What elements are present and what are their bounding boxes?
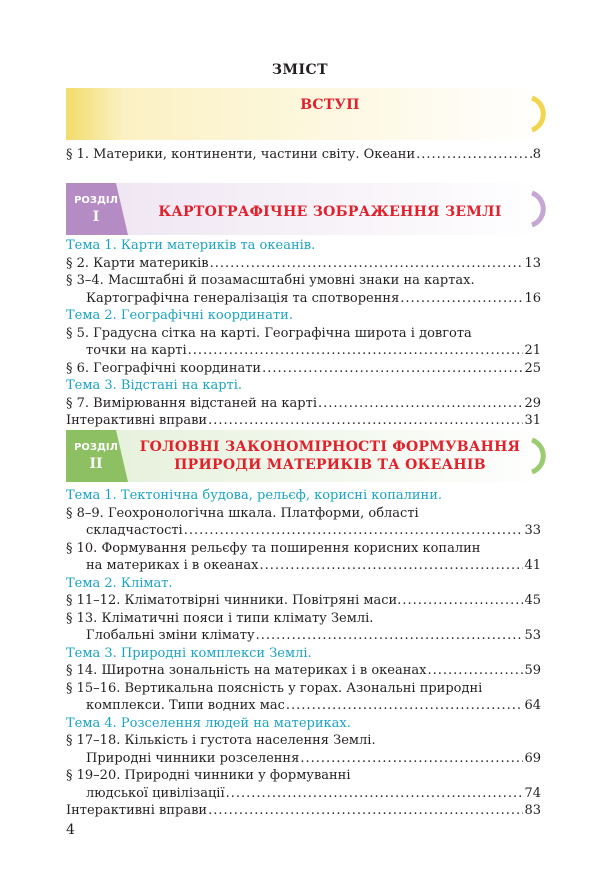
- toc-entry-5-line1[interactable]: § 5. Градусна сітка на карті. Географічна широта і довгота: [66, 325, 472, 341]
- toc-entry-11[interactable]: § 11–12. Кліматотвірні чинники. Повітряні маси. ..... 45: [66, 592, 541, 610]
- toc-entry-7[interactable]: § 7. Вимірювання відстаней на карті ..... 29: [66, 395, 541, 413]
- toc-entry-15[interactable]: комплекси. Типи водних мас ..... 64: [66, 697, 541, 715]
- toc-entry-3[interactable]: Картографічна генералізація та спотворення ..... 16: [66, 290, 541, 308]
- toc-entry-19[interactable]: людської цивілізації ..... 74: [66, 785, 541, 803]
- toc-entry-14[interactable]: § 14. Широтна зональність на материках і в океанах ..... 59: [66, 662, 541, 680]
- toc-entry-10-line1[interactable]: § 10. Формування рельєфу та поширення корисних копалин: [66, 540, 481, 556]
- intro-toc: [66, 146, 541, 164]
- section2-heading-line1: ГОЛОВНІ ЗАКОНОМІРНОСТІ ФОРМУВАННЯ: [139, 439, 521, 455]
- toc-entry-3-line1[interactable]: § 3–4. Масштабні й позамасштабні умовні знаки на картах.: [66, 273, 475, 288]
- topic-heading: Тема 2. Географічні координати.: [66, 308, 293, 323]
- toc-entry-13[interactable]: Глобальні зміни клімату ..... 53: [66, 627, 541, 645]
- section2-banner: [66, 430, 552, 482]
- toc-entry-13-line1[interactable]: § 13. Кліматичні пояси і типи клімату Землі.: [66, 610, 374, 626]
- section2-toc: [66, 487, 541, 820]
- toc-entry-17-line1[interactable]: § 17–18. Кількість і густота населення Землі.: [66, 733, 376, 748]
- section1-toc: [66, 237, 541, 430]
- toc-entry-6[interactable]: § 6. Географічні координати ..... 25: [66, 360, 541, 378]
- toc-entry-2[interactable]: § 2. Карти материків ..... 13: [66, 255, 541, 273]
- page-number: 4: [66, 822, 75, 838]
- topic-heading: Тема 3. Природні комплекси Землі.: [66, 645, 312, 661]
- page-title: ЗМІСТ: [271, 62, 329, 78]
- intro-banner: [66, 88, 552, 140]
- section1-banner: [66, 183, 552, 235]
- toc-entry-17[interactable]: Природні чинники розселення ..... 69: [66, 750, 541, 768]
- section1-tab: РОЗДІЛ I: [74, 195, 118, 225]
- section1-heading: КАРТОГРАФІЧНЕ ЗОБРАЖЕННЯ ЗЕМЛІ: [158, 204, 502, 220]
- topic-heading: Тема 3. Відстані на карті.: [66, 378, 243, 393]
- section2-heading: [126, 438, 534, 474]
- section2-heading-line2: ПРИРОДИ МАТЕРИКІВ ТА ОКЕАНІВ: [174, 457, 486, 473]
- toc-entry-8-line1[interactable]: § 8–9. Геохронологічна шкала. Платформи, області: [66, 505, 419, 521]
- topic-heading: Тема 1. Карти материків та океанів.: [66, 238, 316, 253]
- toc-entry-19-line1[interactable]: § 19–20. Природні чинники у формуванні: [66, 768, 351, 783]
- topic-heading: Тема 1. Тектонічна будова, рельєф, корисні копалини.: [66, 488, 443, 503]
- toc-entry-15-line1[interactable]: § 15–16. Вертикальна поясність у горах. Азональні природні: [66, 680, 483, 696]
- toc-entry-5[interactable]: точки на карті ..... 21: [66, 342, 541, 360]
- topic-heading: Тема 2. Клімат.: [66, 575, 173, 591]
- toc-entry-8[interactable]: складчастості ..... 33: [66, 522, 541, 540]
- toc-interactive-2[interactable]: Інтерактивні вправи ..... 83: [66, 802, 541, 820]
- intro-heading: ВСТУП: [300, 97, 360, 113]
- toc-entry-10[interactable]: на материках і в океанах ..... 41: [66, 557, 541, 575]
- section2-tab: РОЗДІЛ II: [74, 442, 118, 472]
- topic-heading: Тема 4. Розселення людей на материках.: [66, 715, 351, 731]
- toc-entry-1[interactable]: § 1. Материки, континенти, частини світу. Океани ..... 8: [66, 146, 541, 164]
- toc-interactive-1[interactable]: Інтерактивні вправи ..... 31: [66, 412, 541, 430]
